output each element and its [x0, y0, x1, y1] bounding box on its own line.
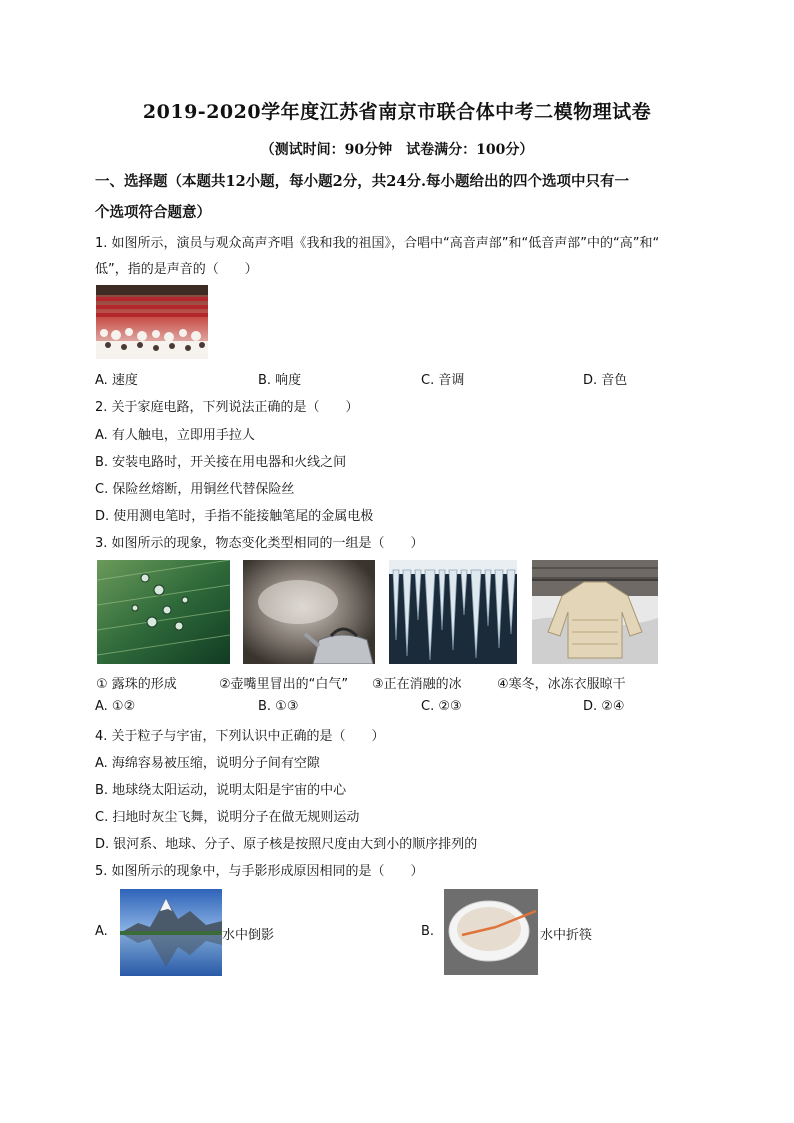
q4-option-b: B. 地球绕太阳运动，说明太阳是宇宙的中心 — [95, 783, 347, 798]
q5-option-a: A. — [95, 924, 108, 939]
q2-option-c: C. 保险丝熔断，用铜丝代替保险丝 — [95, 482, 295, 497]
q5-chopstick-bowl-image — [444, 889, 538, 975]
q4-option-c: C. 扫地时灰尘飞舞，说明分子在做无规则运动 — [95, 810, 360, 825]
q3-stem: 3. 如图所示的现象，物态变化类型相同的一组是（ ） — [95, 536, 424, 551]
q3-option-b: B. ①③ — [258, 699, 299, 714]
q1-option-b: B. 响度 — [258, 373, 302, 388]
q1-option-d: D. 音色 — [583, 373, 628, 388]
q2-option-b: B. 安装电路时，开关接在用电器和火线之间 — [95, 455, 347, 470]
q5-mountain-reflection-image — [120, 889, 222, 976]
q5-caption-b: 水中折筷 — [540, 928, 593, 943]
section-heading — [95, 166, 705, 228]
exam-subtitle: （测试时间：90分钟 试卷满分：100分） — [260, 142, 534, 158]
section-heading-line1: 一、选择题（本题共12小题，每小题2分，共24分.每小题给出的四个选项中只有一 — [95, 173, 629, 190]
q3-ice-image — [389, 560, 517, 664]
q2-option-d: D. 使用测电笔时，手指不能接触笔尾的金属电极 — [95, 509, 374, 524]
q2-stem: 2. 关于家庭电路，下列说法正确的是（ ） — [95, 400, 359, 415]
page-title: 2019-2020学年度江苏省南京市联合体中考二模物理试卷 — [142, 101, 652, 123]
q2-option-a: A. 有人触电，立即用手拉人 — [95, 428, 255, 443]
q5-option-b: B. — [421, 924, 435, 939]
q3-dew-image — [97, 560, 230, 664]
q4-option-a: A. 海绵容易被压缩，说明分子间有空隙 — [95, 756, 320, 771]
q3-caption-4: ④寒冬，冰冻衣服晾干 — [497, 677, 626, 692]
q4-option-d: D. 银河系、地球、分子、原子核是按照尺度由大到小的顺序排列的 — [95, 837, 478, 852]
q3-caption-1: ① 露珠的形成 — [96, 677, 177, 692]
q3-option-c: C. ②③ — [421, 699, 462, 714]
q3-kettle-image — [243, 560, 375, 664]
q5-stem: 5. 如图所示的现象中，与手影形成原因相同的是（ ） — [95, 864, 424, 879]
q1-option-a: A. 速度 — [95, 373, 138, 388]
q1-choir-image — [96, 285, 208, 359]
q3-caption-3: ③正在消融的冰 — [372, 677, 462, 692]
section-heading-line2: 个选项符合题意） — [95, 204, 211, 221]
q3-option-d: D. ②④ — [583, 699, 625, 714]
q3-caption-2: ②壶嘴里冒出的“白气” — [219, 677, 349, 692]
q1-option-c: C. 音调 — [421, 373, 465, 388]
q1-stem-line1: 1. 如图所示，演员与观众高声齐唱《我和我的祖国》，合唱中“高音声部”和“低音声部”中的“高”和“ — [95, 236, 660, 251]
q3-option-a: A. ①② — [95, 699, 136, 714]
q5-caption-a: 水中倒影 — [222, 928, 275, 943]
q4-stem: 4. 关于粒子与宇宙，下列认识中正确的是（ ） — [95, 729, 385, 744]
q3-frozen-sweater-image — [532, 560, 658, 664]
q1-stem-line2: 低”，指的是声音的（ ） — [95, 262, 258, 277]
